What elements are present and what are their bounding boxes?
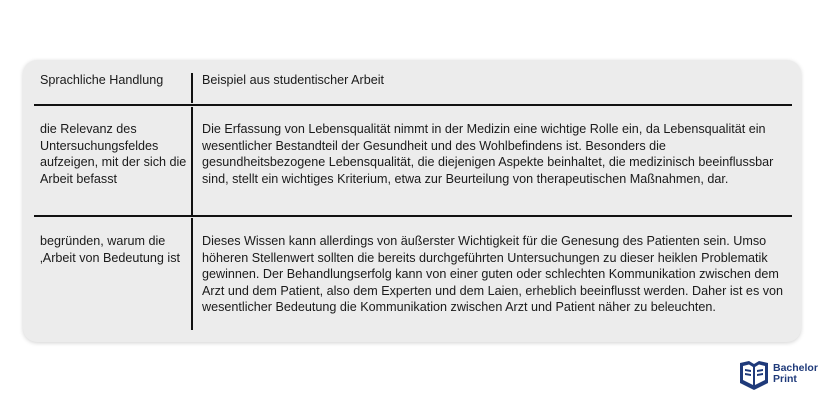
table-row-2-example: Dieses Wissen kann allerdings von äußerster Wichtigkeit für die Genesung des Patienten sein. Umso höheren Stellenwert sollten die bereits durchgeführten Untersuchungen zu dieser heiklen Problematik gewinnen. Der Behandlungserfolg kann von einer guten oder schlechten Kommunikation zwischen dem Arzt und dem Patient, also dem Experten und dem Laien, erheblich beeinflusst werden. Daher ist es von wesentlicher Bedeutung die Kommunikation zwischen Arzt und Patient näher zu beleuchten. bbox=[202, 234, 784, 315]
header-col-action: Sprachliche Handlung bbox=[40, 73, 164, 87]
column-divider bbox=[191, 73, 193, 103]
logo-line-1: Bachelor bbox=[773, 362, 818, 374]
logo-line-2: Print bbox=[773, 373, 797, 385]
column-divider bbox=[191, 218, 193, 330]
logo-wordmark bbox=[773, 363, 818, 385]
header-col-example: Beispiel aus studentischer Arbeit bbox=[202, 73, 385, 87]
table-row-2-action: begründen, warum die ‚Arbeit von Bedeutung ist bbox=[40, 234, 181, 265]
bachelorprint-logo bbox=[738, 359, 818, 391]
column-divider bbox=[191, 107, 193, 215]
book-shield-icon bbox=[738, 359, 770, 391]
row-divider bbox=[34, 215, 792, 217]
row-divider bbox=[34, 104, 792, 106]
table-row-1-action: die Relevanz des Untersuchungsfeldes aufzeigen, mit der sich die Arbeit befasst bbox=[40, 122, 187, 186]
table-row-1-example: Die Erfassung von Lebensqualität nimmt in der Medizin eine wichtige Rolle ein, da Lebensqualität ein wesentlicher Bestandteil der Gesundheit und des Wohlbefindens ist. Besonders die gesundheitsbezogene Lebensqualität, die diejenigen Aspekte beinhaltet, die medizinisch beeinflussbar sind, stellt ein wichtiges Kriterium, etwa zur Beurteilung von therapeutischen Maßnahmen, dar. bbox=[202, 122, 774, 186]
